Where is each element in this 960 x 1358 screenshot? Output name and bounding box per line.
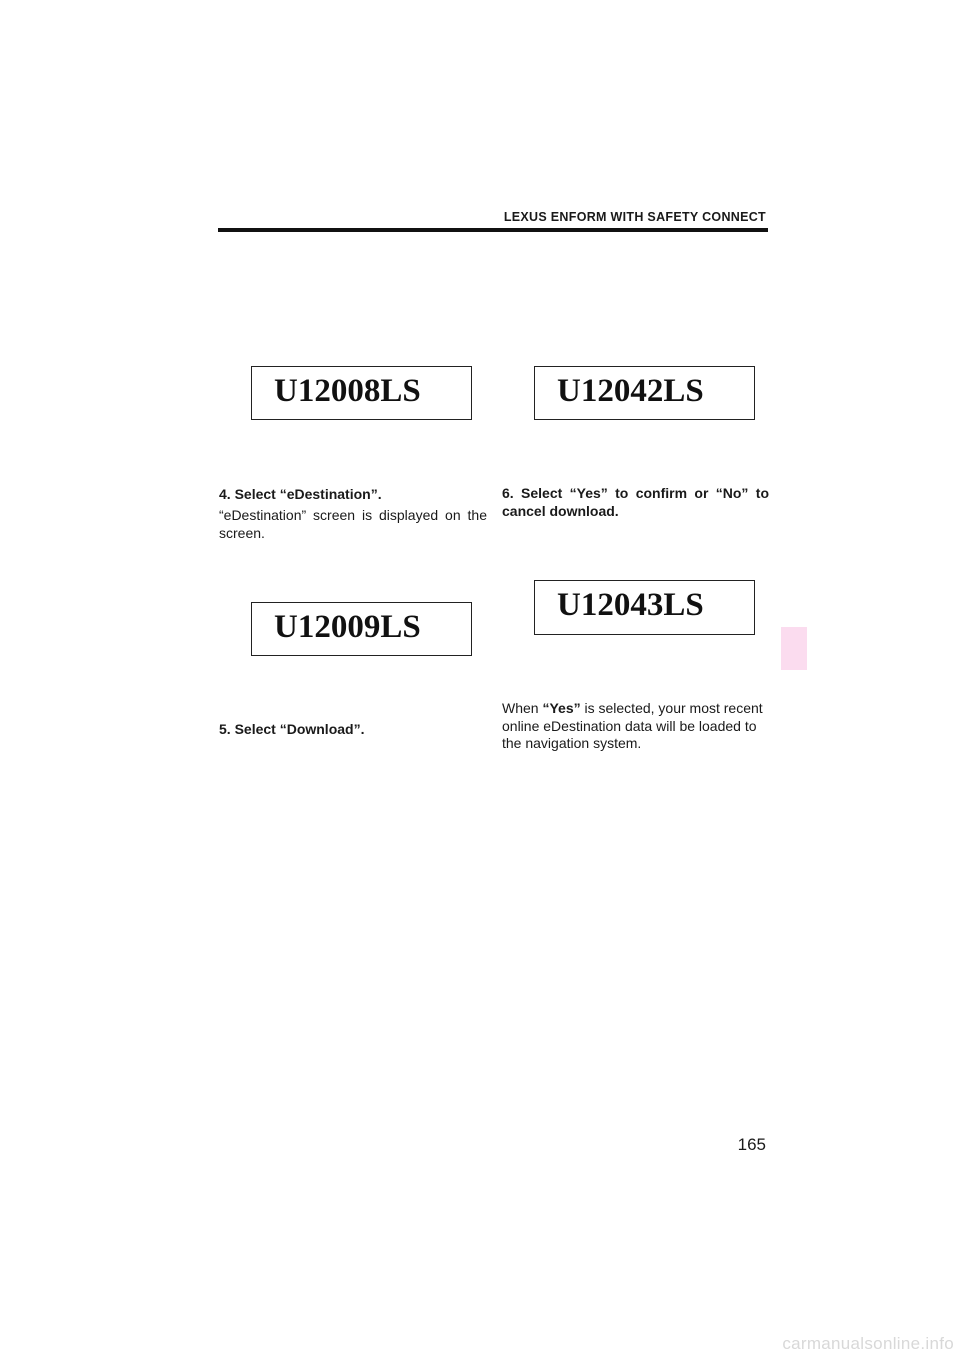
figure-u12042ls [534,366,755,420]
step-4-title: 4. Select “eDestination”. [219,486,382,502]
figure-u12009ls [251,602,472,656]
note-bold-yes: “Yes” [542,700,581,716]
page-number: 165 [737,1135,766,1154]
figure-u12043ls [534,580,755,635]
figure-label: U12009LS [274,609,421,645]
header-rule [218,228,768,232]
step-4-body: “eDestination” screen is displayed on the screen. [219,507,487,541]
figure-u12008ls [251,366,472,420]
section-title: LEXUS ENFORM WITH SAFETY CONNECT [503,210,766,224]
note-suffix: is selected, your most recent online eDestination data will be loaded to the navigation system. [502,700,763,751]
figure-label: U12008LS [274,373,421,409]
watermark: carmanualsonline.info [782,1334,954,1353]
note-paragraph [502,700,772,753]
note-prefix: When [502,700,543,716]
step-6-title: 6. Select “Yes” to confirm or “No” to cancel download. [502,485,769,519]
figure-label: U12043LS [557,587,704,623]
chapter-tab-marker [781,627,807,670]
figure-label: U12042LS [557,373,704,409]
step-5-title: 5. Select “Download”. [219,721,365,737]
